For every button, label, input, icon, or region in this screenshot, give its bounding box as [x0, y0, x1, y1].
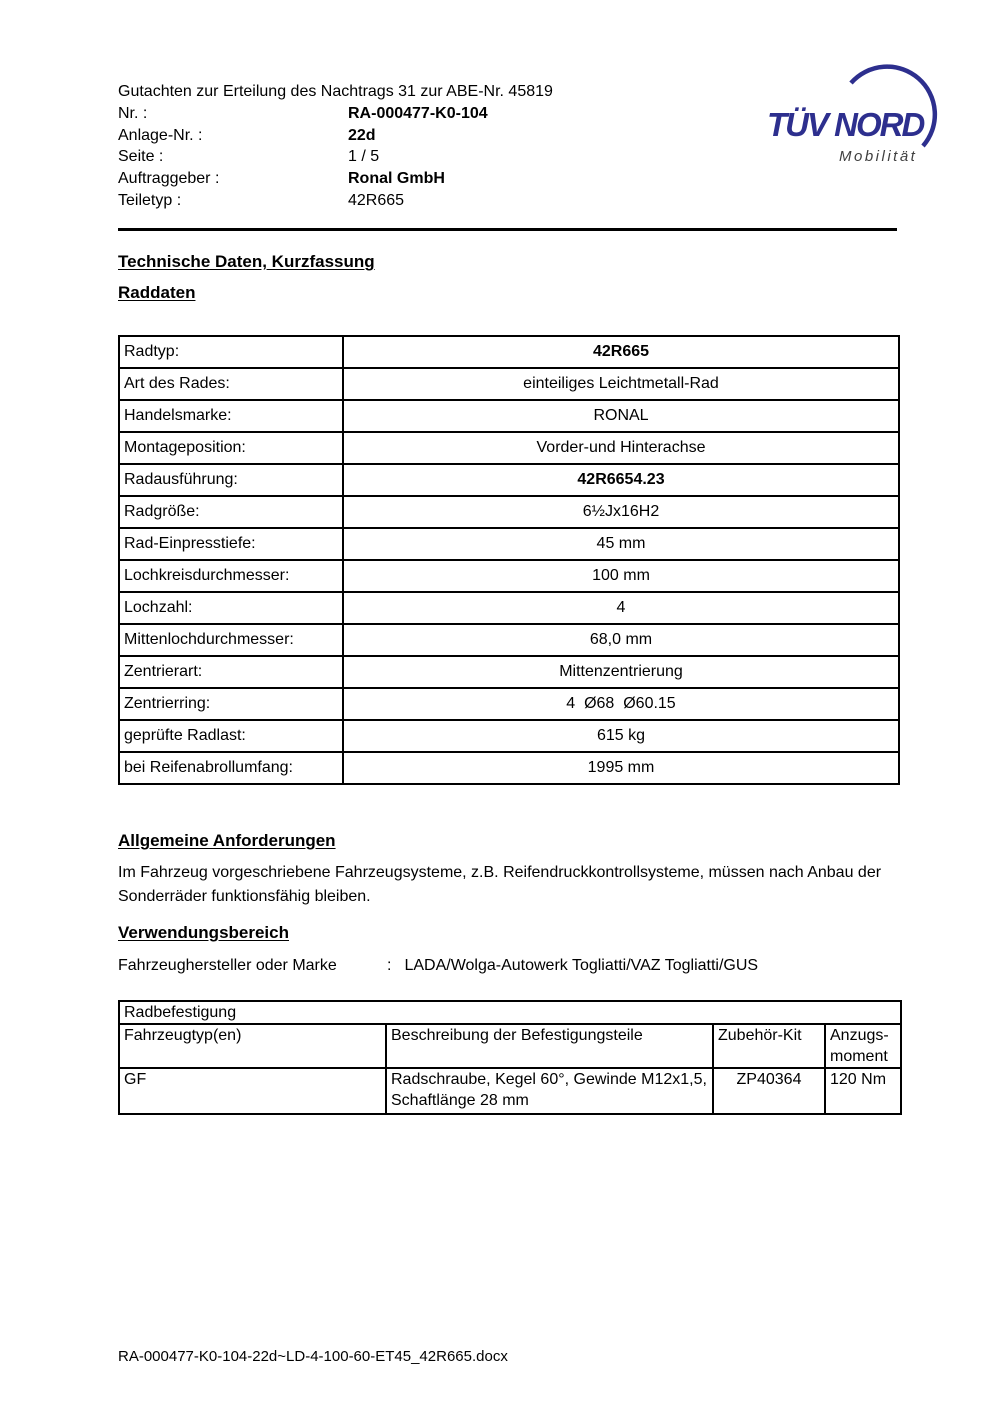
section-heading-technische-daten: Technische Daten, Kurzfassung — [118, 252, 375, 271]
row-value: RONAL — [343, 400, 899, 432]
table-header-row — [119, 1024, 901, 1068]
row-label: Mittenlochdurchmesser: — [119, 624, 343, 656]
row-value: 6½Jx16H2 — [343, 496, 899, 528]
cell-fahrzeugtyp: GF — [119, 1068, 386, 1114]
table-row — [119, 400, 899, 432]
header-divider — [118, 228, 897, 231]
row-label: Handelsmarke: — [119, 400, 343, 432]
field-label: Nr. : — [118, 104, 148, 122]
table-caption-row — [119, 1001, 901, 1024]
header-title-row — [118, 81, 553, 103]
table-row — [119, 528, 899, 560]
table-row — [119, 496, 899, 528]
row-value: 45 mm — [343, 528, 899, 560]
table-row — [119, 592, 899, 624]
raddaten-table — [118, 335, 900, 785]
table-row — [119, 752, 899, 784]
table-row — [119, 688, 899, 720]
table-row — [119, 432, 899, 464]
header-field-row — [118, 125, 553, 147]
column-header: Fahrzeugtyp(en) — [119, 1024, 386, 1068]
row-label: Lochkreisdurchmesser: — [119, 560, 343, 592]
field-label: Auftraggeber : — [118, 170, 220, 188]
header-field-row — [118, 103, 553, 125]
cell-zubehoer-kit: ZP40364 — [713, 1068, 825, 1114]
row-value: 100 mm — [343, 560, 899, 592]
row-value: 42R665 — [343, 336, 899, 368]
row-value: Vorder-und Hinterachse — [343, 432, 899, 464]
fahrzeughersteller-label: Fahrzeughersteller oder Marke — [118, 957, 337, 974]
table-row — [119, 624, 899, 656]
table-row — [119, 368, 899, 400]
section-heading-allgemeine-anforderungen: Allgemeine Anforderungen — [118, 831, 336, 850]
section-heading-verwendungsbereich: Verwendungsbereich — [118, 923, 289, 942]
logo-brand-text: TÜV NORD — [767, 106, 924, 143]
fahrzeughersteller-value: LADA/Wolga-Autowerk Togliatti/VAZ Togliatti/GUS — [404, 957, 759, 974]
row-label: Radtyp: — [119, 336, 343, 368]
row-value: 4 Ø68 Ø60.15 — [343, 688, 899, 720]
row-label: bei Reifenabrollumfang: — [119, 752, 343, 784]
section-heading-raddaten: Raddaten — [118, 283, 196, 302]
row-value: Mittenzentrierung — [343, 656, 899, 688]
header-field-row — [118, 190, 553, 212]
table-row — [119, 336, 899, 368]
header-field-row — [118, 168, 553, 190]
allgemeine-anforderungen-text: Im Fahrzeug vorgeschriebene Fahrzeugsysteme, z.B. Reifendruckkontrollsysteme, müssen nach Anbau der Sonderräder funktionsfähig bleiben. — [118, 864, 882, 905]
row-value: 42R6654.23 — [343, 464, 899, 496]
header-field-row — [118, 146, 553, 168]
row-value: 1995 mm — [343, 752, 899, 784]
field-value: 1 / 5 — [348, 148, 380, 166]
fahrzeughersteller-separator: : — [387, 957, 392, 974]
row-label: Rad-Einpresstiefe: — [119, 528, 343, 560]
table-row — [119, 720, 899, 752]
field-label: Anlage-Nr. : — [118, 126, 203, 144]
field-value: 42R665 — [348, 191, 405, 209]
field-value: RA-000477-K0-104 — [348, 104, 488, 122]
table-caption: Radbefestigung — [119, 1001, 901, 1024]
cell-beschreibung: Radschraube, Kegel 60°, Gewinde M12x1,5, Schaftlänge 28 mm — [386, 1068, 713, 1114]
cell-anzugsmoment: 120 Nm — [825, 1068, 901, 1114]
row-label: Zentrierart: — [119, 656, 343, 688]
row-label: Radausführung: — [119, 464, 343, 496]
document-title: Gutachten zur Erteilung des Nachtrags 31 zur ABE-Nr. 45819 — [118, 83, 553, 100]
row-label: geprüfte Radlast: — [119, 720, 343, 752]
field-label: Teiletyp : — [118, 191, 182, 209]
row-value: 68,0 mm — [343, 624, 899, 656]
table-row — [119, 464, 899, 496]
column-header: Anzugs-moment — [825, 1024, 901, 1068]
footer-filename: RA-000477-K0-104-22d~LD-4-100-60-ET45_42R665.docx — [118, 1348, 508, 1365]
field-value: 22d — [348, 126, 376, 144]
row-label: Radgröße: — [119, 496, 343, 528]
field-value: Ronal GmbH — [348, 170, 445, 188]
fahrzeughersteller-line — [118, 957, 758, 975]
table-row — [119, 656, 899, 688]
row-value: 4 — [343, 592, 899, 624]
row-label: Zentrierring: — [119, 688, 343, 720]
field-label: Seite : — [118, 148, 164, 166]
row-value: 615 kg — [343, 720, 899, 752]
row-label: Lochzahl: — [119, 592, 343, 624]
table-row — [119, 560, 899, 592]
column-header: Zubehör-Kit — [713, 1024, 825, 1068]
logo-subtitle-text: Mobilität — [839, 148, 918, 165]
tuv-nord-logo — [763, 46, 963, 174]
row-value: einteiliges Leichtmetall-Rad — [343, 368, 899, 400]
row-label: Montageposition: — [119, 432, 343, 464]
row-label: Art des Rades: — [119, 368, 343, 400]
radbefestigung-table — [118, 1000, 902, 1115]
column-header: Beschreibung der Befestigungsteile — [386, 1024, 713, 1068]
table-row — [119, 1068, 901, 1114]
document-header — [118, 81, 553, 212]
